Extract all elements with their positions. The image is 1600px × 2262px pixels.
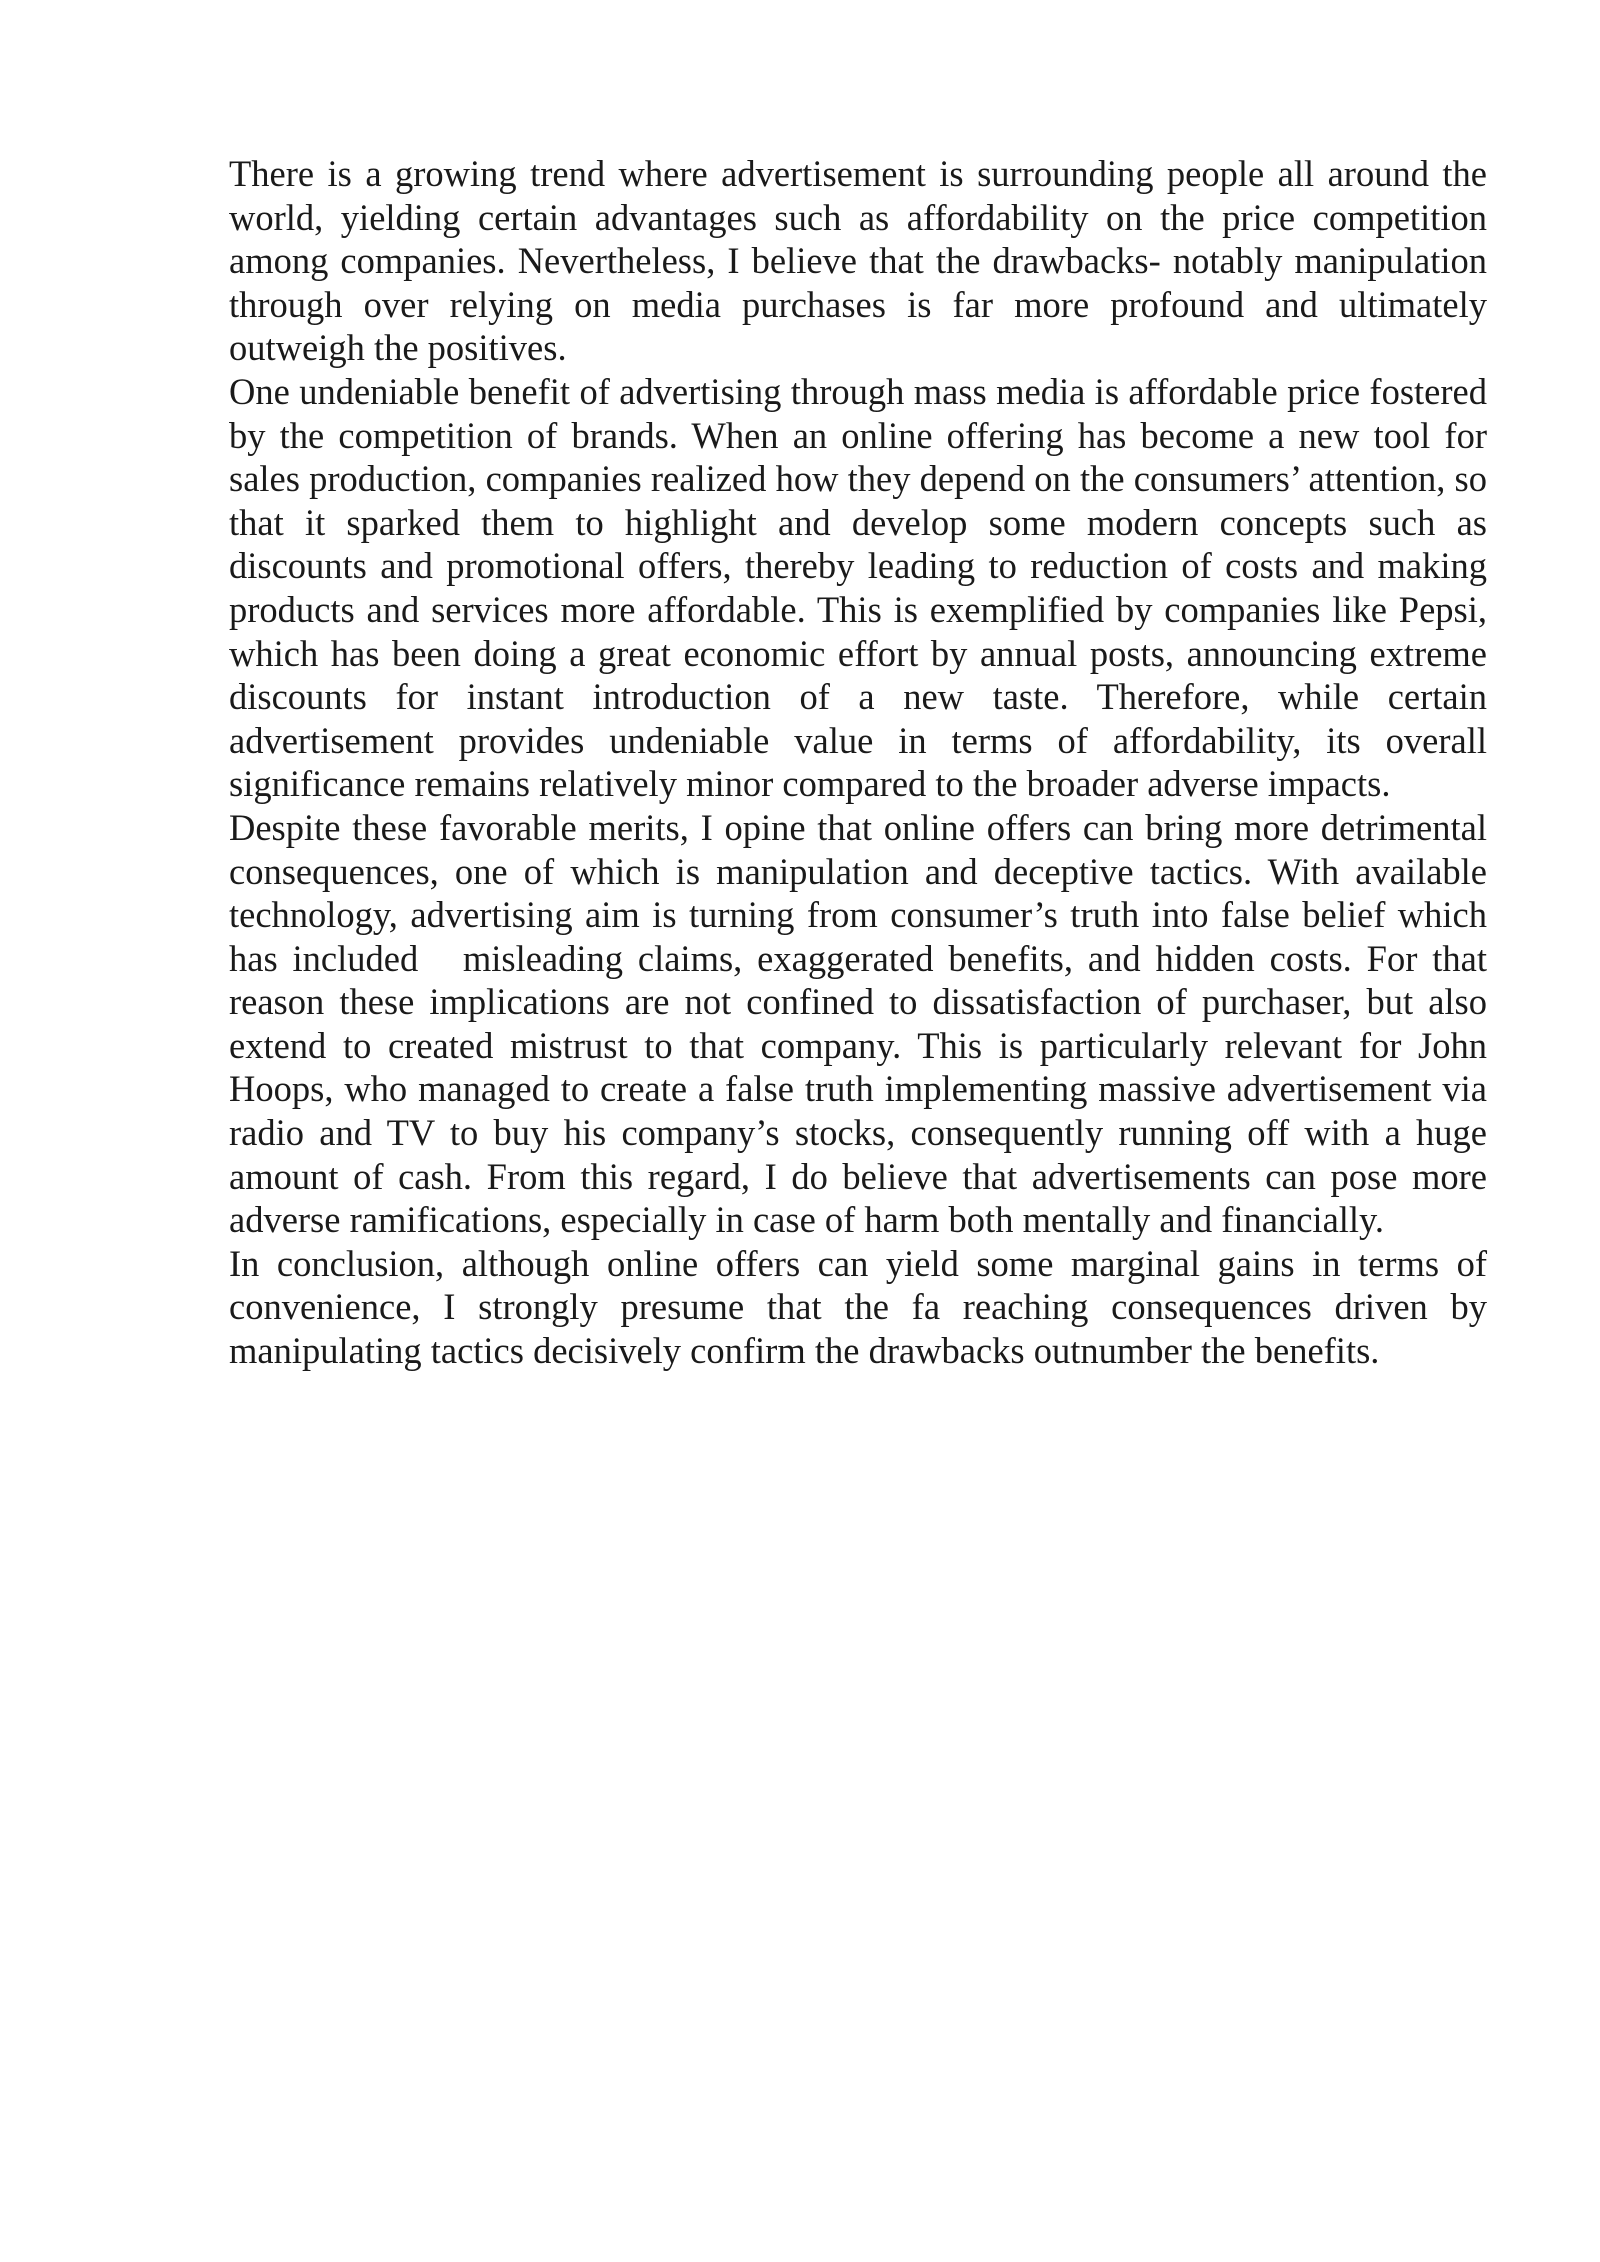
- paragraph-introduction: There is a growing trend where advertisement is surrounding people all around the world, yielding certain advantages such as affordability on the price competition among companies. Nevertheless, I believe that the drawbacks- notably manipulation through over relying on media purchases is far more profound and ultimately outweigh the positives.: [229, 153, 1497, 369]
- essay-body: [229, 152, 1497, 1373]
- paragraph-drawbacks: Despite these favorable merits, I opine that online offers can bring more detrimental consequences, one of which is manipulation and deceptive tactics. With available technology, advertising aim is turning from consumer’s truth into false belief which has included misleading claims, exaggerated benefits, and hidden costs. For that reason these implications are not confined to dissatisfaction of purchaser, but also extend to created mistrust to that company. This is particularly relevant for John Hoops, who managed to create a false truth implementing massive advertisement via radio and TV to buy his company’s stocks, consequently running off with a huge amount of cash. From this regard, I do believe that advertisements can pose more adverse ramifications, especially in case of harm both mentally and financially.: [229, 806, 1497, 1241]
- paragraph-conclusion: In conclusion, although online offers can yield some marginal gains in terms of convenience, I strongly presume that the fa reaching consequences driven by manipulating tactics decisively confirm the drawbacks outnumber the benefits.: [229, 1242, 1497, 1372]
- paragraph-benefits: One undeniable benefit of advertising through mass media is affordable price fostered by the competition of brands. When an online offering has become a new tool for sales production, companies realized how they depend on the consumers’ attention, so that it sparked them to highlight and develop some modern concepts such as discounts and promotional offers, thereby leading to reduction of costs and making products and services more affordable. This is exemplified by companies like Pepsi, which has been doing a great economic effort by annual posts, announcing extreme discounts for instant introduction of a new taste. Therefore, while certain advertisement provides undeniable value in terms of affordability, its overall significance remains relatively minor compared to the broader adverse impacts.: [229, 370, 1497, 805]
